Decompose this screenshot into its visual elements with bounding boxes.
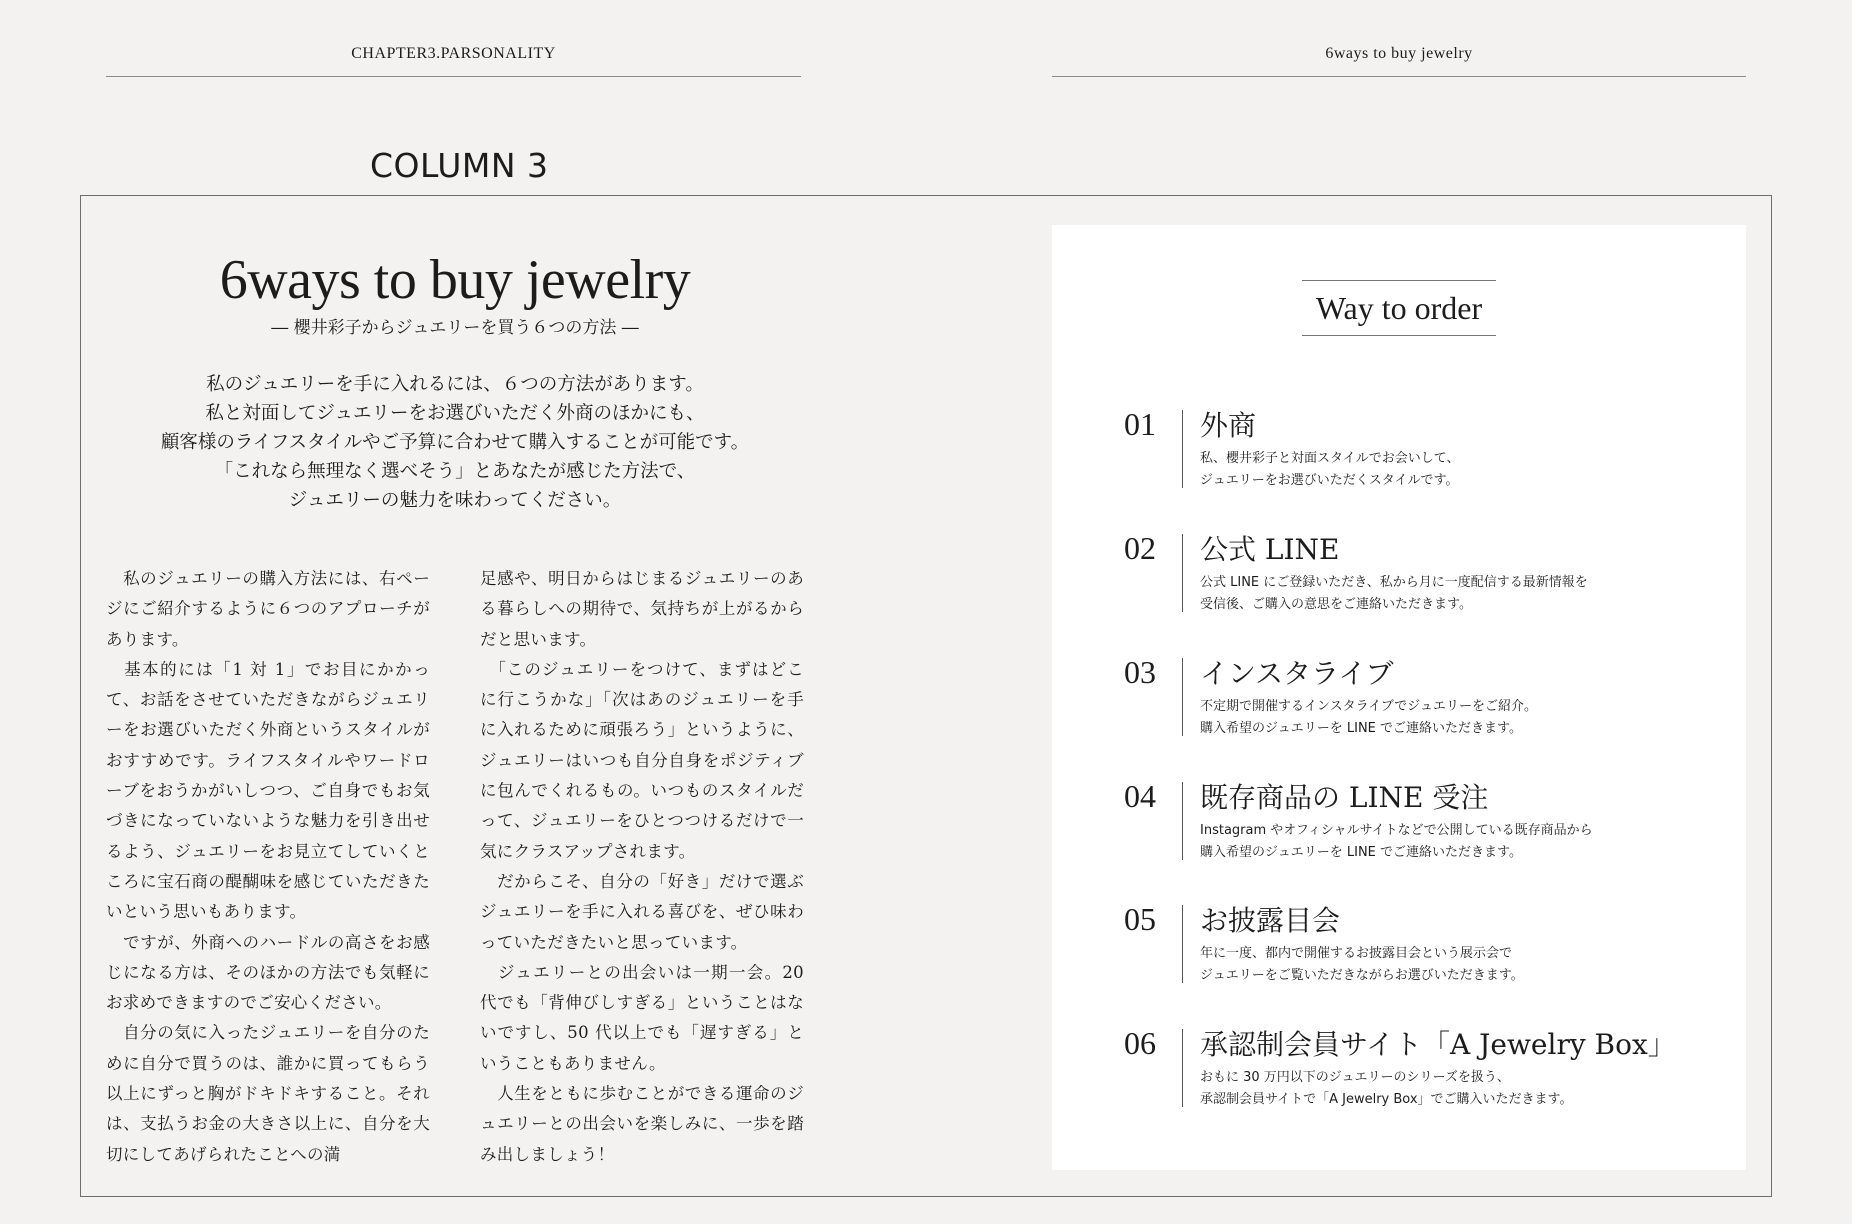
way-number: 04 <box>1124 778 1156 814</box>
lead-line: 私と対面してジュエリーをお選びいただく外商のほかにも、 <box>205 403 705 424</box>
lead-text <box>110 370 800 515</box>
way-number: 01 <box>1124 406 1156 442</box>
way-divider <box>1182 1029 1183 1107</box>
way-title: 公式 LINE <box>1200 533 1340 566</box>
lead-line: 「これなら無理なく選べそう」とあなたが感じた方法で、 <box>214 461 696 482</box>
body-paragraph: 人生をともに歩むことができる運命のジュエリーとの出会いを楽しみに、一歩を踏み出しましょう！ <box>480 1084 804 1164</box>
way-item-01 <box>1124 408 1684 498</box>
way-divider <box>1182 534 1183 612</box>
way-number: 03 <box>1124 654 1156 690</box>
lead-line: 私のジュエリーを手に入れるには、６つの方法があります。 <box>206 374 704 395</box>
body-paragraph: ジュエリーとの出会いは一期一会。20 代でも「背伸びしすぎる」ということはないですし、50 代以上でも「遅すぎる」ということもありません。 <box>480 962 804 1073</box>
page-subtitle: ― 櫻井彩子からジュエリーを買う６つの方法 ― <box>271 318 639 338</box>
way-divider <box>1182 658 1183 736</box>
running-head-right: 6ways to buy jewelry <box>1052 40 1746 77</box>
way-title: 承認制会員サイト「A Jewelry Box」 <box>1200 1028 1676 1061</box>
page-title: 6ways to buy jewelry <box>219 249 691 311</box>
way-number: 05 <box>1124 901 1156 937</box>
body-paragraph: 足感や、明日からはじまるジュエリーのある暮らしへの期待で、気持ちが上がるからだと思います。 <box>480 569 804 649</box>
way-divider <box>1182 782 1183 860</box>
way-description: 公式 LINE にご登録いただき、私から月に一度配信する最新情報を 受信後、ご購入の意思をご連絡いただきます。 <box>1200 575 1588 612</box>
body-paragraph: 「このジュエリーをつけて、まずはどこに行こうかな」「次はあのジュエリーを手に入れるために頑張ろう」というように、ジュエリーはいつも自分自身をポジティブに包んでくれるもの。いつものスタイルだって、ジュエリーをひとつつけるだけで一気にクラスアップされます。 <box>480 659 804 861</box>
body-paragraph: 基本的には「1 対 1」でお目にかかって、お話をさせていただきながらジュエリーをお選びいただく外商というスタイルがおすすめです。ライフスタイルやワードローブをおうかがいしつつ、ご自身でもお気づきになっていないような魅力を引き出せるよう、ジュエリーをお見立てしていくところに宝石商の醍醐味を感じていただきたいという思いもあります。 <box>106 659 430 922</box>
way-item-05 <box>1124 903 1684 993</box>
body-column-right <box>480 564 804 1170</box>
way-item-06 <box>1124 1027 1684 1117</box>
column-label: COLUMN 3 <box>370 146 549 185</box>
body-paragraph: 私のジュエリーの購入方法には、右ページにご紹介するように６つのアプローチがあります。 <box>106 569 430 649</box>
way-title: インスタライブ <box>1200 657 1394 690</box>
way-title: 既存商品の LINE 受注 <box>1200 781 1489 814</box>
running-head-left: CHAPTER3.PARSONALITY <box>106 40 801 77</box>
way-number: 02 <box>1124 530 1156 566</box>
body-paragraph: ですが、外商へのハードルの高さをお感じになる方は、そのほかの方法でも気軽にお求めできますのでご安心ください。 <box>106 932 430 1013</box>
lead-line: 顧客様のライフスタイルやご予算に合わせて購入することが可能です。 <box>160 432 750 453</box>
panel-title: Way to order <box>1302 280 1496 336</box>
body-paragraph: だからこそ、自分の「好き」だけで選ぶジュエリーを手に入れる喜びを、ぜひ味わっていただきたいと思っています。 <box>480 871 804 952</box>
way-title: 外商 <box>1200 409 1257 442</box>
lead-line: ジュエリーの魅力を味わってください。 <box>288 490 622 511</box>
way-number: 06 <box>1124 1025 1156 1061</box>
way-item-03 <box>1124 656 1684 746</box>
way-item-04 <box>1124 780 1684 870</box>
way-description: 年に一度、都内で開催するお披露目会という展示会で ジュエリーをご覧いただきながらお選びいただきます。 <box>1200 946 1524 983</box>
body-column-left <box>106 564 430 1170</box>
way-description: 不定期で開催するインスタライブでジュエリーをご紹介。 購入希望のジュエリーを LINE でご連絡いただきます。 <box>1200 699 1537 736</box>
way-description: Instagram やオフィシャルサイトなどで公開している既存商品から 購入希望のジュエリーを LINE でご連絡いただきます。 <box>1200 823 1593 860</box>
way-title: お披露目会 <box>1200 904 1341 937</box>
way-divider <box>1182 905 1183 983</box>
way-item-02 <box>1124 532 1684 622</box>
way-divider <box>1182 410 1183 488</box>
way-description: 私、櫻井彩子と対面スタイルでお会いして、 ジュエリーをお選びいただくスタイルです。 <box>1200 451 1460 488</box>
way-description: おもに 30 万円以下のジュエリーのシリーズを扱う、 承認制会員サイトで「A Jewelry Box」でご購入いただきます。 <box>1200 1070 1573 1107</box>
body-paragraph: 自分の気に入ったジュエリーを自分のために自分で買うのは、誰かに買ってもらう以上にずっと胸がドキドキすること。それは、支払うお金の大きさ以上に、自分を大切にしてあげられたことへの満 <box>106 1023 430 1164</box>
